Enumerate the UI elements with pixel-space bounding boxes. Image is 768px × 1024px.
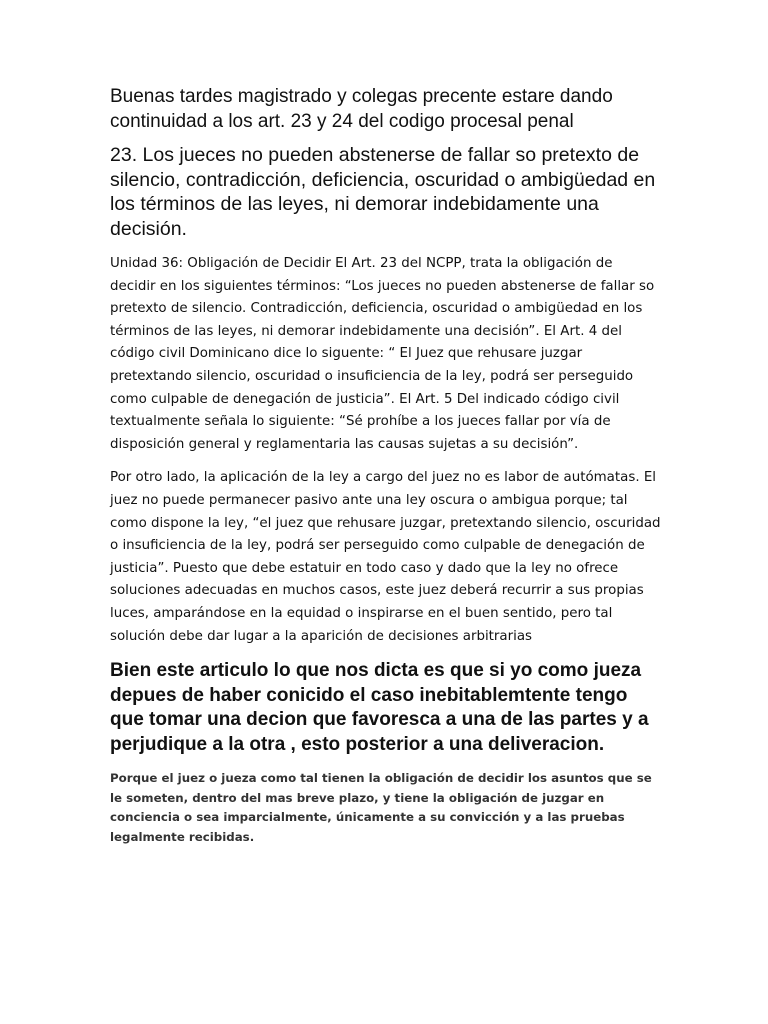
article-23-paragraph: 23. Los jueces no pueden abstenerse de fallar so pretexto de silencio, contradicción, deficiencia, oscuridad o ambigüedad en los términos de las leyes, ni demorar indebidamente una decisión. xyxy=(110,144,656,240)
document-page xyxy=(110,84,662,847)
commentary-paragraph: Bien este articulo lo que nos dicta es que si yo como jueza depues de haber conicido el caso inebitablemtente tengo que tomar una decion que favoresca a una de las partes y a perjudique a la otra , esto posterior a una deliveracion. xyxy=(110,660,649,755)
unidad-36-paragraph: Unidad 36: Obligación de Decidir El Art. 23 del NCPP, trata la obligación de decidir en los siguientes términos: “Los jueces no pueden abstenerse de fallar so pretexto de silencio. Contradicción, deficiencia, oscuridad o ambigüedad en los términos de las leyes, ni demorar indebidamente una decisión”. El Art. 4 del código civil Dominicano dice lo siguente: “ El Juez que rehusare juzgar pretextando silencio, oscuridad o insuficiencia de la ley, podrá ser perseguido como culpable de denegación de justicia”. El Art. 5 Del indicado código civil textualmente señala lo siguiente: “Sé prohíbe a los jueces fallar por vía de disposición general y reglamentaria las causas sujetas a su decisión”. xyxy=(110,256,655,452)
por-otro-lado-paragraph: Por otro lado, la aplicación de la ley a cargo del juez no es labor de autómatas. El juez no puede permanecer pasivo ante una ley oscura o ambigua porque; tal como dispone la ley, “el juez que rehusare juzgar, pretextando silencio, oscuridad o insuficiencia de la ley, podrá ser perseguido como culpable de denegación de justicia”. Puesto que debe estatuir en todo caso y dado que la ley no ofrece soluciones adecuadas en muchos casos, este juez deberá recurrir a sus propias luces, amparándose en la equidad o inspirarse en el buen sentido, pero tal solución debe dar lugar a la aparición de decisiones arbitrarias xyxy=(110,470,661,644)
conclusion-paragraph: Porque el juez o jueza como tal tienen la obligación de decidir los asuntos que se le someten, dentro del mas breve plazo, y tiene la obligación de juzgar en conciencia o sea imparcialmente, únicamente a su convicción y a las pruebas legalmente recibidas. xyxy=(110,771,652,844)
intro-paragraph: Buenas tardes magistrado y colegas precente estare dando continuidad a los art. 23 y 24 del codigo procesal penal xyxy=(110,86,613,132)
